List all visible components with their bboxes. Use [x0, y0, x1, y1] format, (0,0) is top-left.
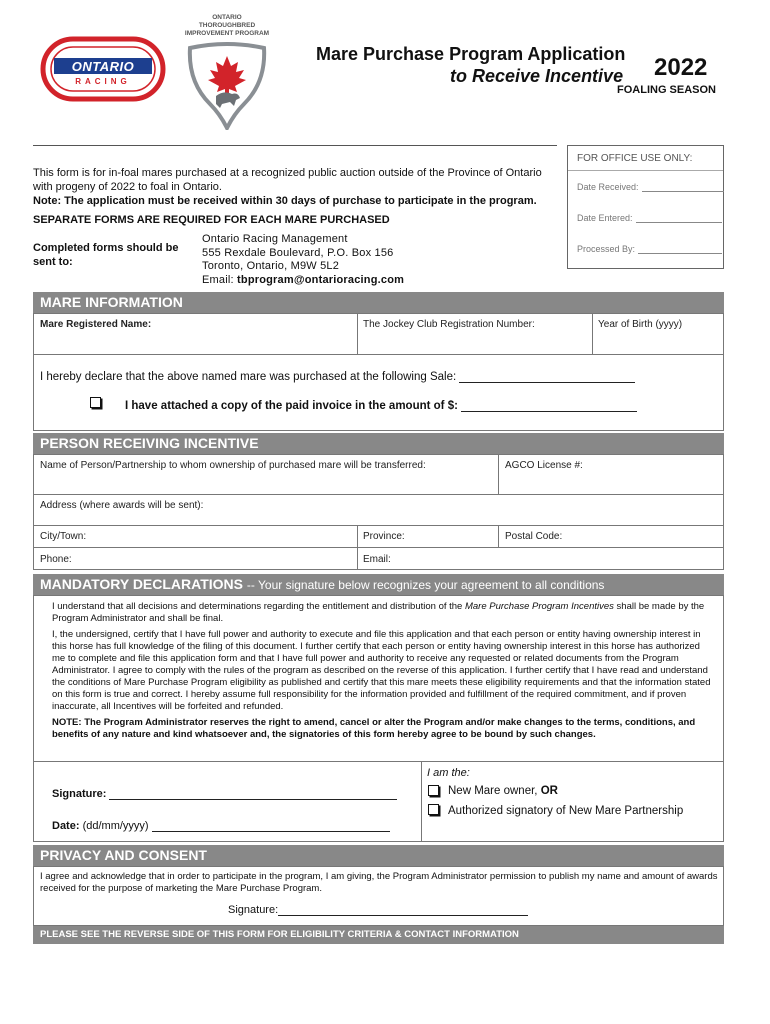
person-table	[33, 454, 724, 570]
i-am-label: I am the:	[427, 767, 470, 779]
address-email-line	[202, 274, 404, 288]
note-text: The application must be received within 30 days of purchase to participate in the program.	[64, 195, 537, 207]
postal-code-label: Postal Code:	[505, 531, 563, 542]
form-title: Mare Purchase Program Application	[316, 44, 626, 64]
processed-by-label: Processed By:	[577, 244, 636, 254]
signature-row	[52, 788, 397, 800]
date-received-label: Date Received:	[577, 182, 639, 192]
intro-line-2: with progeny of 2022 to foal in Ontario.	[33, 181, 222, 193]
office-processed-by	[577, 244, 722, 254]
date-row	[52, 820, 390, 832]
footer-notice: PLEASE SEE THE REVERSE SIDE OF THIS FORM FOR ELIGIBILITY CRITERIA & CONTACT INFORMATION	[33, 926, 724, 944]
intro-line-1: This form is for in-foal mares purchased at a recognized public auction outside of the Province of Ontario	[33, 167, 542, 179]
office-date-received	[577, 182, 724, 192]
separate-forms-notice: SEPARATE FORMS ARE REQUIRED FOR EACH MARE PURCHASED	[33, 214, 390, 226]
province-label: Province:	[363, 531, 405, 542]
col-divider	[498, 455, 499, 495]
sale-declaration-box	[33, 355, 724, 431]
decl-p1-a: I understand that all decisions and determinations regarding the entitlement and distribution of the	[52, 601, 465, 612]
email-label: Email:	[202, 273, 234, 286]
declaration-paragraph-1	[52, 601, 715, 625]
date-field[interactable]	[152, 831, 390, 832]
invoice-text: I have attached a copy of the paid invoice in the amount of $:	[125, 400, 458, 412]
year-of-birth-label: Year of Birth (yyyy)	[598, 319, 683, 330]
decl-p1-italic: Mare Purchase Program Incentives	[464, 601, 614, 612]
logo-racing-text: RACING	[75, 77, 131, 86]
or-text: OR	[540, 785, 558, 797]
signature-field[interactable]	[109, 799, 397, 800]
decl-p1-b: shall be made by the Program Administrator and shall be final.	[52, 601, 705, 624]
foaling-season-label: FOALING SEASON	[617, 84, 717, 96]
row-divider	[34, 547, 723, 548]
year-of-birth-field[interactable]	[597, 332, 719, 352]
privacy-signature-field[interactable]	[278, 915, 528, 916]
agco-license-field[interactable]	[504, 473, 718, 491]
privacy-signature-label: Signature:	[228, 904, 279, 916]
processed-by-field[interactable]	[638, 245, 722, 254]
privacy-box	[33, 866, 724, 926]
mailing-address	[202, 233, 404, 287]
address-line-1: Ontario Racing Management	[202, 233, 348, 245]
jockey-club-label: The Jockey Club Registration Number:	[363, 319, 535, 330]
new-owner-option	[448, 785, 558, 797]
sale-declaration-text: I hereby declare that the above named mare was purchased at the following Sale:	[40, 371, 457, 383]
declarations-box	[33, 595, 724, 762]
declaration-note: NOTE: The Program Administrator reserves the right to amend, cancel or alter the Program and/or make changes to the terms, conditions, and benefits of any nature and kind whatsoever and, the signatories of this form hereby agree to be bound by such changes.	[52, 717, 696, 740]
declarations-title: MANDATORY DECLARATIONS	[40, 576, 243, 592]
person-receiving-header: PERSON RECEIVING INCENTIVE	[33, 433, 724, 454]
address-line-3: Toronto, Ontario, M9W 5L2	[202, 260, 340, 272]
address-line-2: 555 Rexdale Boulevard, P.O. Box 156	[202, 246, 394, 259]
office-divider	[568, 170, 723, 171]
sale-declaration	[40, 371, 635, 383]
email-link[interactable]: tbprogram@ontarioracing.com	[237, 273, 405, 286]
otip-line-3: IMPROVEMENT PROGRAM	[184, 30, 270, 37]
date-entered-label: Date Entered:	[577, 213, 633, 223]
invoice-amount-field[interactable]	[461, 411, 637, 412]
form-subtitle: to Receive Incentive	[450, 66, 624, 86]
invoice-checkbox[interactable]	[90, 397, 101, 408]
signature-box	[33, 762, 724, 842]
date-label: Date:	[52, 820, 80, 832]
award-address-field[interactable]	[38, 511, 718, 523]
col-divider	[592, 314, 593, 355]
foaling-year: 2022	[654, 54, 708, 81]
postal-code-field[interactable]	[566, 528, 718, 545]
intro-text	[33, 166, 561, 208]
authorized-signatory-checkbox[interactable]	[428, 804, 439, 815]
phone-field[interactable]	[84, 550, 352, 568]
city-field[interactable]	[94, 528, 352, 545]
signature-label: Signature:	[52, 788, 107, 800]
agco-license-label: AGCO License #:	[505, 460, 583, 471]
otip-logo	[176, 14, 278, 130]
date-format: (dd/mm/yyyy)	[82, 820, 149, 832]
ontario-racing-logo	[40, 36, 166, 102]
new-owner-checkbox[interactable]	[428, 785, 439, 796]
email-field[interactable]	[398, 550, 718, 568]
phone-label: Phone:	[40, 554, 72, 565]
mare-information-table	[33, 313, 724, 355]
mare-information-header: MARE INFORMATION	[33, 292, 724, 313]
authorized-signatory-text: Authorized signatory of New Mare Partnership	[448, 805, 684, 817]
sale-name-field[interactable]	[459, 382, 635, 383]
otip-line-2: THOROUGHBRED	[198, 22, 256, 29]
otip-line-1: ONTARIO	[212, 14, 242, 21]
send-to-label: Completed forms should be sent to:	[33, 242, 179, 268]
privacy-text: I agree and acknowledge that in order to participate in the program, I am giving, the Program Administrator permission to publish my name and amount of awards received for the purpose of marketing the Mare Purchase Program.	[40, 871, 718, 894]
col-divider	[357, 314, 358, 355]
mare-name-label: Mare Registered Name:	[40, 319, 152, 330]
date-received-field[interactable]	[642, 183, 724, 192]
office-use-heading: FOR OFFICE USE ONLY:	[577, 153, 693, 164]
transferee-name-label: Name of Person/Partnership to whom ownership of purchased mare will be transferred:	[40, 460, 426, 471]
transferee-name-field[interactable]	[38, 473, 493, 491]
header-divider	[33, 145, 557, 146]
col-divider	[498, 525, 499, 548]
privacy-consent-header: PRIVACY AND CONSENT	[33, 845, 724, 866]
mare-name-field[interactable]	[38, 332, 352, 352]
declarations-subtitle: -- Your signature below recognizes your agreement to all conditions	[246, 578, 605, 592]
city-label: City/Town:	[40, 531, 87, 542]
row-divider	[34, 494, 723, 495]
logo-ontario-text: ONTARIO	[71, 59, 135, 74]
date-entered-field[interactable]	[636, 214, 722, 223]
office-date-entered	[577, 213, 722, 223]
province-field[interactable]	[414, 528, 494, 545]
email-field-label: Email:	[363, 554, 391, 565]
award-address-label: Address (where awards will be sent):	[40, 500, 204, 511]
col-divider	[421, 762, 422, 841]
new-owner-text: New Mare owner,	[448, 785, 538, 797]
declaration-paragraph-2: I, the undersigned, certify that I have full power and authority to execute and file this application and that each person or entity having ownership interest in this horse has full knowledge of the filing of this document. I further certify that each person or entity having ownership interest in this horse has authorized me to complete and file this application form and that I have full power and authority to receive any requested or related documents from the Program Administrator. I agree to comply with the rules of the program as described on the reverse of this application. I further certify that I have read and understand the conditions of Mare Purchase Program eligibility as published and certify that this mare meets these eligibility requirements and that the information stated on this form is true and correct. I hereby assume full responsibility for the information provided and fulfillment of the required commitment, and if proven inaccurate, all Incentives will be forfeited and refunded.	[52, 629, 711, 712]
privacy-signature-row	[228, 904, 528, 916]
intro-note	[33, 194, 561, 208]
mandatory-declarations-header	[33, 574, 724, 595]
office-use-box	[567, 145, 724, 269]
jockey-club-field[interactable]	[362, 332, 588, 352]
note-label: Note:	[33, 195, 62, 207]
invoice-statement	[125, 400, 637, 412]
row-divider	[34, 525, 723, 526]
